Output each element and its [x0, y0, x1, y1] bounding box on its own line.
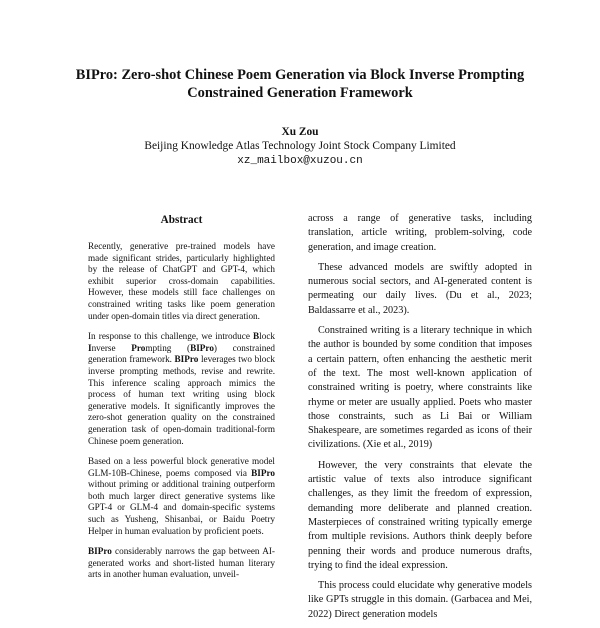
bold-run: BIPro — [190, 342, 214, 353]
body-paragraph-2: These advanced models are swiftly adopted in numerous social sectors, and AI-generated content is permeating our daily lives. (Du et al., 2023; Baldassarre et al., 2023). — [308, 261, 532, 316]
abstract-paragraph-4 — [88, 546, 275, 581]
bold-run: I — [88, 342, 92, 353]
bold-run: Pro — [131, 342, 146, 353]
text-run: lock — [259, 331, 275, 342]
text-run: Based on a less powerful block generative model GLM-10B-Chinese, poems composed via — [88, 456, 275, 478]
title-line-1: BIPro: Zero-shot Chinese Poem Generation via Block Inverse Prompting — [75, 67, 525, 83]
abstract-paragraph-3 — [88, 456, 275, 537]
text-run: In response to this challenge, we introduce — [88, 331, 254, 342]
abstract-paragraph-1: Recently, generative pre-trained models have made significant strides, particularly highlighted by the release of ChatGPT and GPT-4, which exhibit superior cross-domain capabilities. However, these models still face challenges on constrained writing tasks like poem generation under open-domain titles via direct generation. — [88, 241, 275, 321]
text-run: mpting ( — [145, 342, 191, 353]
text-run: leverages two block inverse prompting methods, revise and rewrite. This inference scaling approach mimics the process of human text writing using block generative models. It significantly improves the zero-shot generation quality on the constrained generation task of open-domain traditional-form Chinese poem generation. — [88, 354, 275, 446]
author-email: xz_mailbox@xuzou.cn — [237, 154, 363, 167]
text-run: ) constrained generation framework. — [88, 342, 275, 365]
abstract-paragraph-2 — [88, 331, 275, 447]
body-paragraph-3: Constrained writing is a literary technique in which the author is bounded by some condition that imposes a certain pattern, often enhancing the aesthetic merit of the text. The most well-known application of constrained writing is poetry, where constraints like rhyme or meter are usually applied. Poets who master those constraints, such as Li Bai or William Shakespeare, are sometimes regarded as icons of their civilizations. (Xie et al., 2019) — [308, 325, 532, 451]
bold-run: BIPro — [174, 354, 199, 365]
body-paragraph-5: This process could elucidate why generative models like GPTs struggle in this domain. (Garbacea and Mei, 2022) Direct generation models — [308, 580, 532, 620]
author-name: Xu Zou — [281, 126, 319, 138]
text-run: nverse — [91, 342, 132, 353]
body-paragraph-1: across a range of generative tasks, including translation, article writing, problem-solving, code generation, and image creation. — [308, 213, 532, 253]
abstract-column — [88, 213, 275, 590]
paper-title — [50, 66, 550, 102]
body-column — [308, 212, 532, 628]
author-affiliation: Beijing Knowledge Atlas Technology Joint Stock Company Limited — [144, 140, 456, 153]
text-run: considerably narrows the gap between AI-generated works and short-listed human literary arts in another human evaluation, unveil- — [88, 546, 275, 580]
bold-run: B — [253, 331, 260, 342]
bold-run: BIPro — [251, 467, 275, 478]
abstract-heading: Abstract — [160, 214, 203, 226]
author-block — [50, 125, 550, 168]
bold-run: BIPro — [88, 546, 112, 557]
title-line-2: Constrained Generation Framework — [187, 85, 413, 101]
body-paragraph-4: However, the very constraints that elevate the artistic value of texts also introduce significant challenges, as they limit the freedom of expression, demanding more deliberate and planned creation. Masterpieces of constrained writing typically emerge from multiple revisions. Authors think deeply before penning their words and produce numerous drafts, trying to find the ideal expression. — [308, 459, 532, 571]
text-run: without priming or additional training outperform both much larger direct generative systems like GPT-4 or GLM-4 and domain-specific systems such as Yusheng, Shisanbai, or Baidu Poetry Helper in human evaluation by proficient poets. — [88, 479, 275, 536]
